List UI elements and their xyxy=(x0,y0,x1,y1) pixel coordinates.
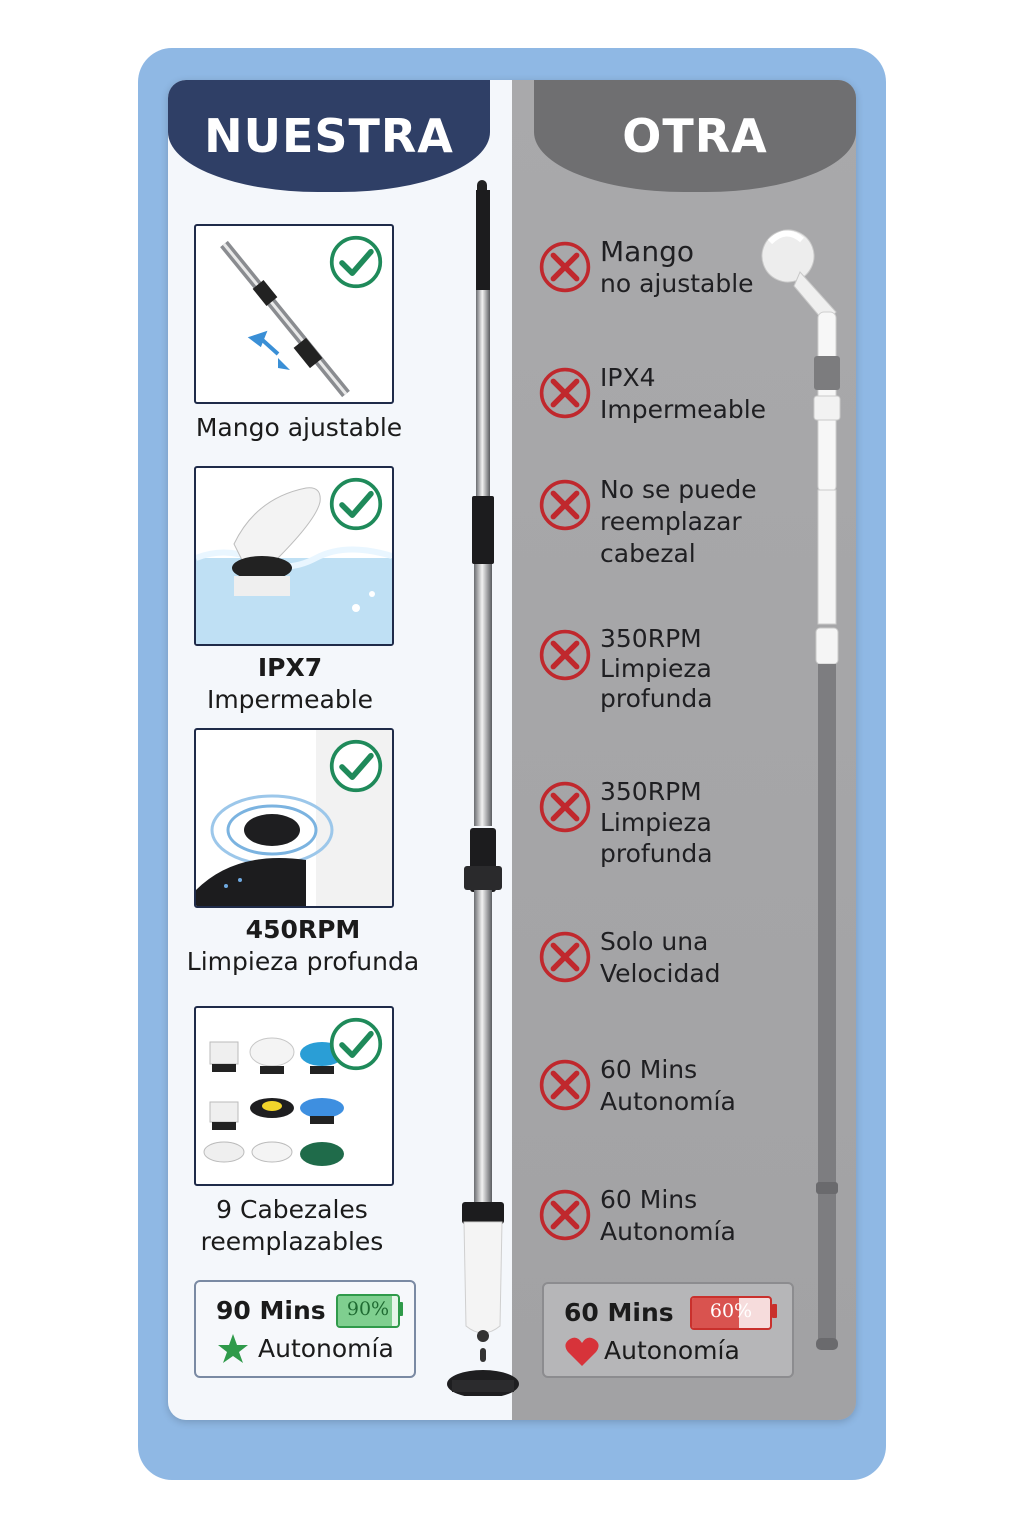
check-icon xyxy=(328,234,384,290)
other-scrubber-product-image xyxy=(756,220,856,1370)
caption-line: Limpieza profunda xyxy=(186,947,420,976)
comparison-card xyxy=(168,80,856,1420)
text-line: 350RPM xyxy=(600,777,702,806)
battery-percent: 60% xyxy=(709,1300,753,1322)
other-feature-text xyxy=(600,776,713,869)
battery-icon xyxy=(690,1296,772,1330)
other-battery-box xyxy=(542,1282,794,1378)
other-feature-item xyxy=(538,927,758,1000)
text-line: Autonomía xyxy=(600,1217,736,1246)
text-line: IPX4 xyxy=(600,363,656,392)
feature-image-rpm xyxy=(194,728,394,908)
feature-caption-rpm xyxy=(178,914,428,978)
ours-battery-box xyxy=(194,1280,416,1378)
cross-icon xyxy=(538,628,592,682)
feature-image-adjustable-handle xyxy=(194,224,394,404)
caption-line: 9 Cabezales xyxy=(216,1195,368,1224)
feature-caption-heads xyxy=(168,1194,416,1258)
caption-line-bold: 450RPM xyxy=(245,915,361,944)
caption-line: Mango ajustable xyxy=(195,413,403,442)
other-feature-item xyxy=(538,363,767,436)
feature-image-waterproof xyxy=(194,466,394,646)
heart-icon xyxy=(564,1336,600,1368)
text-line: 60 Mins xyxy=(600,1185,698,1214)
caption-line-bold: IPX7 xyxy=(257,653,323,682)
cross-icon xyxy=(538,366,592,420)
other-feature-item xyxy=(538,777,758,880)
other-feature-item xyxy=(538,1185,758,1258)
other-feature-text xyxy=(600,624,713,714)
other-feature-text xyxy=(600,362,766,426)
battery-icon xyxy=(336,1294,400,1328)
text-line: Impermeable xyxy=(600,395,767,424)
feature-image-heads xyxy=(194,1006,394,1186)
other-feature-item xyxy=(538,624,758,728)
feature-caption-waterproof xyxy=(168,652,412,716)
text-line: 350RPM xyxy=(600,624,702,653)
text-line: Limpieza xyxy=(600,654,712,683)
text-line: reemplazar xyxy=(600,507,742,536)
caption-line: Impermeable xyxy=(206,685,374,714)
other-feature-text xyxy=(600,926,721,990)
cross-icon xyxy=(538,780,592,834)
text-line: Autonomía xyxy=(600,1087,736,1116)
battery-label: Autonomía xyxy=(604,1336,740,1365)
cross-icon xyxy=(538,930,592,984)
other-feature-item xyxy=(538,1055,758,1128)
text-line: no ajustable xyxy=(600,269,754,298)
text-line: Solo una xyxy=(600,927,709,956)
text-line: Limpieza xyxy=(600,808,712,837)
text-line: Velocidad xyxy=(600,959,721,988)
other-feature-item xyxy=(538,475,758,578)
cross-icon xyxy=(538,1058,592,1112)
caption-line: reemplazables xyxy=(200,1227,384,1256)
cross-icon xyxy=(538,240,592,294)
battery-tip xyxy=(398,1302,403,1316)
other-feature-text xyxy=(600,1054,736,1118)
text-line: No se puede xyxy=(600,475,757,504)
cross-icon xyxy=(538,478,592,532)
other-feature-text xyxy=(600,474,757,570)
other-feature-text xyxy=(600,236,754,300)
text-line: profunda xyxy=(600,839,713,868)
cross-icon xyxy=(538,1188,592,1242)
other-feature-text xyxy=(600,1184,736,1248)
battery-time: 60 Mins xyxy=(564,1298,674,1327)
other-header-label: OTRA xyxy=(622,109,768,163)
text-line: Mango xyxy=(600,235,694,268)
spin-scrubber-product-image xyxy=(438,176,528,1396)
check-icon xyxy=(328,476,384,532)
ours-header-label: NUESTRA xyxy=(204,109,454,163)
text-line: cabezal xyxy=(600,539,696,568)
feature-caption-adjustable xyxy=(168,412,430,444)
text-line: profunda xyxy=(600,684,713,713)
other-feature-item xyxy=(538,235,758,310)
check-icon xyxy=(328,1016,384,1072)
battery-percent: 90% xyxy=(346,1298,390,1320)
other-header xyxy=(534,80,856,192)
text-line: 60 Mins xyxy=(600,1055,698,1084)
star-icon xyxy=(216,1332,250,1366)
battery-tip xyxy=(772,1304,777,1318)
battery-time: 90 Mins xyxy=(216,1296,326,1325)
check-icon xyxy=(328,738,384,794)
battery-label: Autonomía xyxy=(258,1334,394,1363)
